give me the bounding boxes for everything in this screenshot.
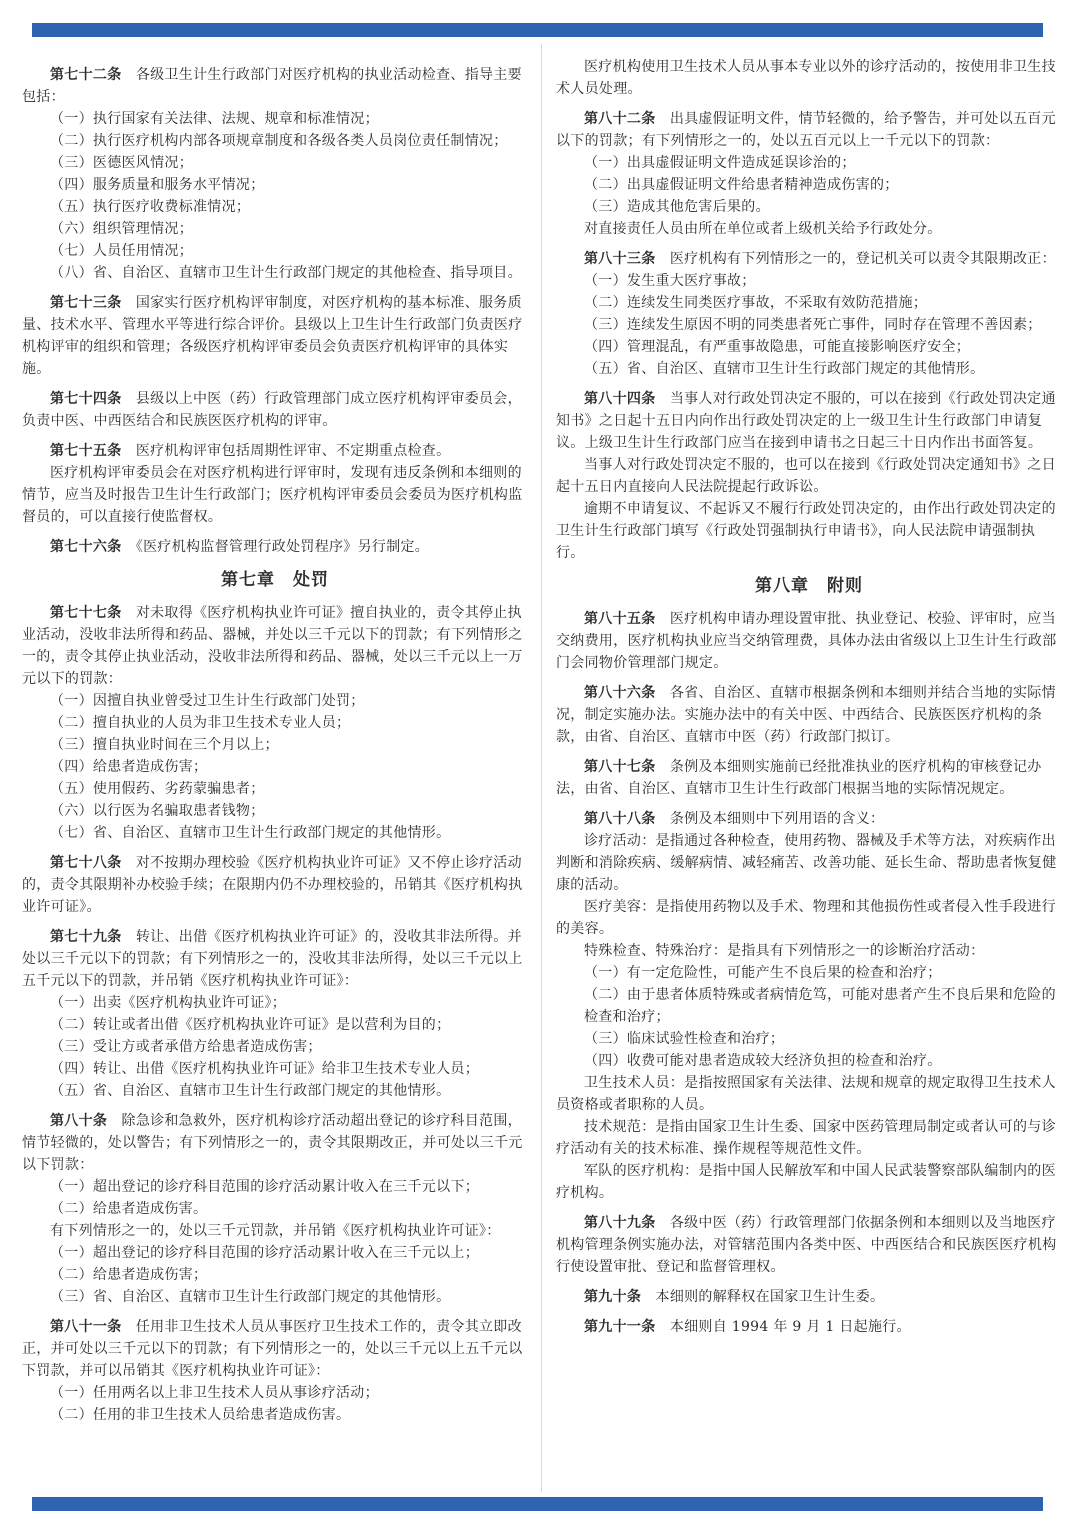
article-number: 第八十七条 — [584, 759, 656, 775]
list-item: （二）由于患者体质特殊或者病情危笃，可能对患者产生不良后果和危险的检查和治疗； — [584, 987, 1056, 1025]
list-item: （二）擅自执业的人员为非卫生技术专业人员； — [50, 715, 351, 731]
article-text: 条例及本细则实施前已经批准执业的医疗机构的审核登记办法，由省、自治区、直辖市卫生计生行政部门根据当地的实际情况规定。 — [556, 759, 1042, 797]
article-paragraph — [22, 1110, 528, 1176]
article-number: 第八十三条 — [584, 251, 656, 267]
body-paragraph: 逾期不申请复议、不起诉又不履行行政处罚决定的，由作出行政处罚决定的卫生计生行政部门填写《行政处罚强制执行申请书》，向人民法院申请强制执行。 — [556, 501, 1056, 561]
article-text: 医疗机构评审包括周期性评审、不定期重点检查。 — [135, 443, 451, 459]
list-item: （四）服务质量和服务水平情况； — [50, 177, 265, 193]
article-paragraph — [556, 108, 1062, 152]
article-number: 第七十四条 — [50, 391, 122, 407]
list-item: （二）给患者造成伤害； — [50, 1267, 208, 1283]
article-paragraph — [556, 756, 1062, 800]
article-text: 《医疗机构监督管理行政处罚程序》另行制定。 — [135, 539, 430, 555]
article-number: 第九十一条 — [584, 1319, 656, 1335]
article-text: 当事人对行政处罚决定不服的，可以在接到《行政处罚决定通知书》之日起十五日内向作出行政处罚决定的上一级卫生计生行政部门申请复议。上级卫生计生行政部门应当在接到申请书之日起三十日内作出书面答复。 — [556, 391, 1056, 451]
list-item: （三）医德医风情况； — [50, 155, 193, 171]
article-paragraph — [22, 602, 528, 690]
article-paragraph — [556, 808, 1062, 830]
article-paragraph — [22, 1316, 528, 1382]
body-paragraph: 医疗机构使用卫生技术人员从事本专业以外的诊疗活动的，按使用非卫生技术人员处理。 — [556, 59, 1056, 97]
article-text: 县级以上中医（药）行政管理部门成立医疗机构评审委员会，负责中医、中西医结合和民族医医疗机构的评审。 — [22, 391, 522, 429]
body-paragraph: 对直接责任人员由所在单位或者上级机关给予行政处分。 — [584, 221, 942, 237]
article-text: 医疗机构有下列情形之一的，登记机关可以责令其限期改正： — [669, 251, 1056, 267]
article-paragraph — [22, 926, 528, 992]
body-paragraph: 军队的医疗机构：是指中国人民解放军和中国人民武装警察部队编制内的医疗机构。 — [556, 1163, 1056, 1201]
body-paragraph: 医疗机构评审委员会在对医疗机构进行评审时，发现有违反条例和本细则的情节，应当及时报告卫生计生行政部门；医疗机构评审委员会委员为医疗机构监督员的，可以直接行使监督权。 — [22, 465, 523, 525]
article-paragraph — [22, 852, 528, 918]
body-paragraph: 技术规范：是指由国家卫生计生委、国家中医药管理局制定或者认可的与诊疗活动有关的技术标准、操作规程等规范性文件。 — [556, 1119, 1056, 1157]
list-item: （二）任用的非卫生技术人员给患者造成伤害。 — [50, 1407, 351, 1423]
list-item: （一）发生重大医疗事故； — [584, 273, 756, 289]
top-blue-bar — [32, 23, 1043, 37]
article-paragraph — [556, 1212, 1062, 1278]
article-paragraph — [22, 292, 528, 380]
article-text: 除急诊和急救外，医疗机构诊疗活动超出登记的诊疗科目范围，情节轻微的，处以警告；有下列情形之一的，责令其限期改正，并可处以三千元以下罚款： — [22, 1113, 523, 1173]
body-paragraph: 卫生技术人员：是指按照国家有关法律、法规和规章的规定取得卫生技术人员资格或者职称的人员。 — [556, 1075, 1056, 1113]
article-text: 医疗机构申请办理设置审批、执业登记、校验、评审时，应当交纳费用，医疗机构执业应当交纳管理费，具体办法由省级以上卫生计生行政部门会同物价管理部门规定。 — [556, 611, 1057, 671]
article-text: 各省、自治区、直辖市根据条例和本细则并结合当地的实际情况，制定实施办法。实施办法中的有关中医、中西结合、民族医医疗机构的条款，由省、自治区、直辖市中医（药）行政部门拟订。 — [556, 685, 1056, 745]
article-number: 第八十九条 — [584, 1215, 656, 1231]
article-text: 对未取得《医疗机构执业许可证》擅自执业的，责令其停止执业活动，没收非法所得和药品、器械，并处以三千元以下的罚款；有下列情形之一的，责令其停止执业活动，没收非法所得和药品、器械，处以三千元以上一万元以下的罚款： — [22, 605, 523, 687]
article-number: 第七十二条 — [50, 67, 122, 83]
body-paragraph: 特殊检查、特殊治疗：是指具有下列情形之一的诊断治疗活动： — [584, 943, 985, 959]
bottom-blue-bar — [32, 1497, 1043, 1511]
list-item: （三）受让方或者承借方给患者造成伤害； — [50, 1039, 322, 1055]
article-text: 转让、出借《医疗机构执业许可证》的，没收其非法所得。并处以三千元以下的罚款；有下列情形之一的，没收其非法所得，处以三千元以上五千元以下的罚款，并吊销《医疗机构执业许可证》： — [22, 929, 523, 989]
column-divider — [541, 44, 542, 1492]
article-number: 第九十条 — [584, 1289, 642, 1305]
article-number: 第八十一条 — [50, 1319, 122, 1335]
article-number: 第七十五条 — [50, 443, 122, 459]
list-item: （二）出具虚假证明文件给患者精神造成伤害的； — [584, 177, 899, 193]
article-number: 第七十三条 — [50, 295, 122, 311]
article-paragraph — [556, 248, 1062, 270]
list-item: （八）省、自治区、直辖市卫生计生行政部门规定的其他检查、指导项目。 — [50, 265, 522, 281]
article-paragraph — [556, 388, 1062, 454]
list-item: （四）给患者造成伤害； — [50, 759, 208, 775]
list-item: （二）转让或者出借《医疗机构执业许可证》是以营利为目的； — [50, 1017, 451, 1033]
article-text: 本细则自 1994 年 9 月 1 日起施行。 — [669, 1319, 911, 1335]
article-text: 对不按期办理校验《医疗机构执业许可证》又不停止诊疗活动的，责令其限期补办校验手续；在限期内仍不办理校验的，吊销其《医疗机构执业许可证》。 — [22, 855, 523, 915]
article-text: 各级卫生计生行政部门对医疗机构的执业活动检查、指导主要包括： — [22, 67, 522, 105]
list-item: （五）执行医疗收费标准情况； — [50, 199, 251, 215]
list-item: （四）管理混乱，有严重事故隐患，可能直接影响医疗安全； — [584, 339, 971, 355]
list-item: （一）超出登记的诊疗科目范围的诊疗活动累计收入在三千元以下； — [50, 1179, 479, 1195]
article-paragraph — [556, 682, 1062, 748]
article-number: 第八十条 — [50, 1113, 108, 1129]
list-item: （三）擅自执业时间在三个月以上； — [50, 737, 279, 753]
article-paragraph — [556, 608, 1062, 674]
article-number: 第八十五条 — [584, 611, 656, 627]
article-paragraph — [22, 440, 528, 462]
chapter-heading: 第八章 附则 — [755, 576, 863, 596]
list-item: （一）有一定危险性，可能产生不良后果的检查和治疗； — [584, 965, 942, 981]
article-number: 第八十六条 — [584, 685, 656, 701]
article-text: 本细则的解释权在国家卫生计生委。 — [655, 1289, 885, 1305]
list-item: （三）造成其他危害后果的。 — [584, 199, 770, 215]
list-item: （四）转让、出借《医疗机构执业许可证》给非卫生技术专业人员； — [50, 1061, 479, 1077]
list-item: （六）以行医为名骗取患者钱物； — [50, 803, 265, 819]
list-item: （五）使用假药、劣药蒙骗患者； — [50, 781, 265, 797]
article-paragraph — [22, 64, 528, 108]
list-item: （七）人员任用情况； — [50, 243, 193, 259]
article-text: 条例及本细则中下列用语的含义： — [669, 811, 885, 827]
article-number: 第七十七条 — [50, 605, 122, 621]
list-item: （二）连续发生同类医疗事故，不采取有效防范措施； — [584, 295, 928, 311]
list-item: （一）出具虚假证明文件造成延误诊治的； — [584, 155, 856, 171]
list-item: （一）超出登记的诊疗科目范围的诊疗活动累计收入在三千元以上； — [50, 1245, 479, 1261]
chapter-heading: 第七章 处罚 — [221, 570, 329, 590]
list-item: （一）因擅自执业曾受过卫生计生行政部门处罚； — [50, 693, 365, 709]
list-item: （二）执行医疗机构内部各项规章制度和各级各类人员岗位责任制情况； — [50, 133, 508, 149]
article-text: 国家实行医疗机构评审制度，对医疗机构的基本标准、服务质量、技术水平、管理水平等进行综合评价。县级以上卫生计生行政部门负责医疗机构评审的组织和管理；各级医疗机构评审委员会负责医疗机构评审的具体实施。 — [22, 295, 523, 377]
article-paragraph — [22, 536, 528, 558]
left-column — [22, 56, 528, 1426]
list-item: （七）省、自治区、直辖市卫生计生行政部门规定的其他情形。 — [50, 825, 451, 841]
article-paragraph — [556, 1286, 1062, 1308]
article-number: 第七十八条 — [50, 855, 122, 871]
article-text: 出具虚假证明文件，情节轻微的，给予警告，并可处以五百元以下的罚款；有下列情形之一的，处以五百元以上一千元以下的罚款： — [556, 111, 1056, 149]
article-number: 第八十二条 — [584, 111, 656, 127]
body-paragraph: 医疗美容：是指使用药物以及手术、物理和其他损伤性或者侵入性手段进行的美容。 — [556, 899, 1056, 937]
article-number: 第七十六条 — [50, 539, 122, 555]
right-column — [556, 56, 1062, 1338]
article-number: 第七十九条 — [50, 929, 122, 945]
list-item: （一）任用两名以上非卫生技术人员从事诊疗活动； — [50, 1385, 379, 1401]
list-item: （一）出卖《医疗机构执业许可证》； — [50, 995, 287, 1011]
article-text: 任用非卫生技术人员从事医疗卫生技术工作的，责令其立即改正，并可处以三千元以下的罚款；有下列情形之一的，处以三千元以上五千元以下罚款，并可以吊销其《医疗机构执业许可证》： — [22, 1319, 523, 1379]
list-item: （一）执行国家有关法律、法规、规章和标准情况； — [50, 111, 379, 127]
list-item: （四）收费可能对患者造成较大经济负担的检查和治疗。 — [584, 1053, 942, 1069]
body-paragraph: 当事人对行政处罚决定不服的，也可以在接到《行政处罚决定通知书》之日起十五日内直接向人民法院提起行政诉讼。 — [556, 457, 1056, 495]
article-number: 第八十四条 — [584, 391, 656, 407]
list-item: （五）省、自治区、直辖市卫生计生行政部门规定的其他情形。 — [584, 361, 985, 377]
list-item: （三）连续发生原因不明的同类患者死亡事件，同时存在管理不善因素； — [584, 317, 1042, 333]
article-text: 各级中医（药）行政管理部门依据条例和本细则以及当地医疗机构管理条例实施办法，对管辖范围内各类中医、中西医结合和民族医医疗机构行使设置审批、登记和监督管理权。 — [556, 1215, 1057, 1275]
list-item: （三）临床试验性检查和治疗； — [584, 1031, 785, 1047]
body-paragraph: 有下列情形之一的，处以三千元罚款，并吊销《医疗机构执业许可证》： — [50, 1223, 501, 1239]
article-paragraph — [22, 388, 528, 432]
list-item: （二）给患者造成伤害。 — [50, 1201, 208, 1217]
article-number: 第八十八条 — [584, 811, 656, 827]
body-paragraph: 诊疗活动：是指通过各种检查，使用药物、器械及手术等方法，对疾病作出判断和消除疾病、缓解病情、减轻痛苦、改善功能、延长生命、帮助患者恢复健康的活动。 — [556, 833, 1057, 893]
article-paragraph — [556, 1316, 1062, 1338]
list-item: （五）省、自治区、直辖市卫生计生行政部门规定的其他情形。 — [50, 1083, 451, 1099]
list-item: （三）省、自治区、直辖市卫生计生行政部门规定的其他情形。 — [50, 1289, 451, 1305]
list-item: （六）组织管理情况； — [50, 221, 193, 237]
